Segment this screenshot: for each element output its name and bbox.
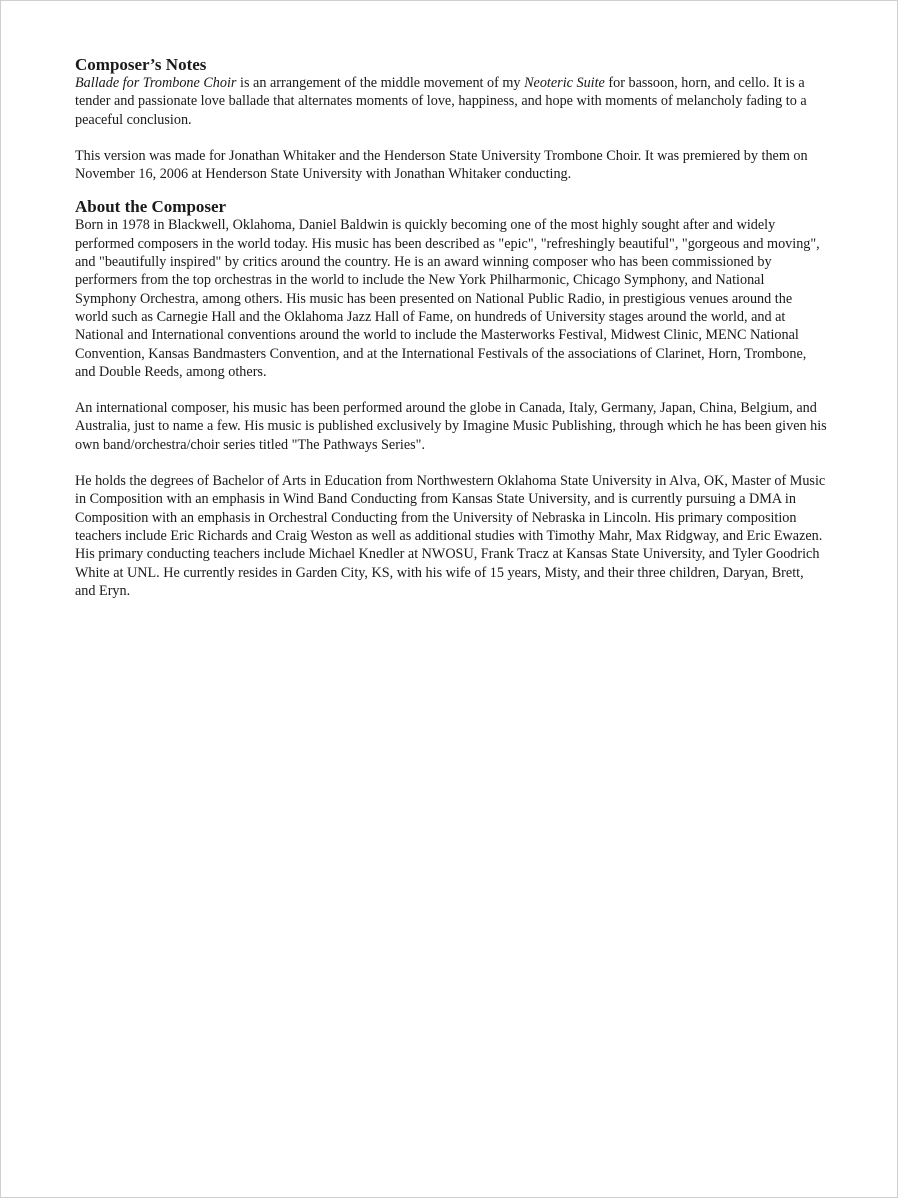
composers-notes-heading: Composer’s Notes <box>75 55 207 74</box>
page-content <box>75 55 827 600</box>
paragraph-text: for bassoon, horn, and cello. It is a tender and passionate love ballade that alternates moments of love, happiness, and hope with moments of melancholy fading to a peaceful conclusion. <box>75 75 807 128</box>
composers-notes-paragraph-1 <box>75 74 827 129</box>
about-composer-paragraph-3: He holds the degrees of Bachelor of Arts in Education from Northwestern Oklahoma State University in Alva, OK, Master of Music in Composition with an emphasis in Wind Band Conducting from Kansas State University, and is currently pursuing a DMA in Composition with an emphasis in Orchestral Conducting from the University of Nebraska in Lincoln. His primary composition teachers include Eric Richards and Craig Weston as well as additional studies with Timothy Mahr, Max Ridgway, and Eric Ewazen. His primary conducting teachers include Michael Knedler at NWOSU, Frank Tracz at Kansas State University, and Tyler Goodrich White at UNL. He currently resides in Garden City, KS, with his wife of 15 years, Misty, and their three children, Daryan, Brett, and Eryn. <box>75 473 826 599</box>
about-composer-paragraph-1: Born in 1978 in Blackwell, Oklahoma, Daniel Baldwin is quickly becoming one of the most highly sought after and widely performed composers in the world today. His music has been described as "epic", "refreshingly beautiful", "gorgeous and moving", and "beautifully inspired" by critics around the country. He is an award winning composer who has been commissioned by performers from the top orchestras in the world to include the New York Philharmonic, Chicago Symphony, and National Symphony Orchestra, among others. His music has been presented on National Public Radio, in prestigious venues around the world such as Carnegie Hall and the Oklahoma Jazz Hall of Fame, on hundreds of University stages around the world, and at National and International conventions around the world to include the Masterworks Festival, Midwest Clinic, MENC National Convention, Kansas Bandmasters Convention, and at the International Festivals of the associations of Clarinet, Horn, Trombone, and Double Reeds, among others. <box>75 217 820 380</box>
paragraph-text: is an arrangement of the middle movement of my <box>236 75 525 91</box>
work-title: Ballade for Trombone Choir <box>75 75 237 91</box>
about-composer-heading: About the Composer <box>75 197 227 217</box>
composers-notes-paragraph-2: This version was made for Jonathan Whitaker and the Henderson State University Trombone Choir. It was premiered by them on November 16, 2006 at Henderson State University with Jonathan Whitaker conducting. <box>75 147 808 183</box>
suite-title: Neoteric Suite <box>524 75 605 91</box>
about-composer-paragraph-2: An international composer, his music has been performed around the globe in Canada, Italy, Germany, Japan, China, Belgium, and Australia, just to name a few. His music is published exclusively by Imagine Music Publishing, through which he has been given his own band/orchestra/choir series titled "The Pathways Series". <box>75 400 827 453</box>
